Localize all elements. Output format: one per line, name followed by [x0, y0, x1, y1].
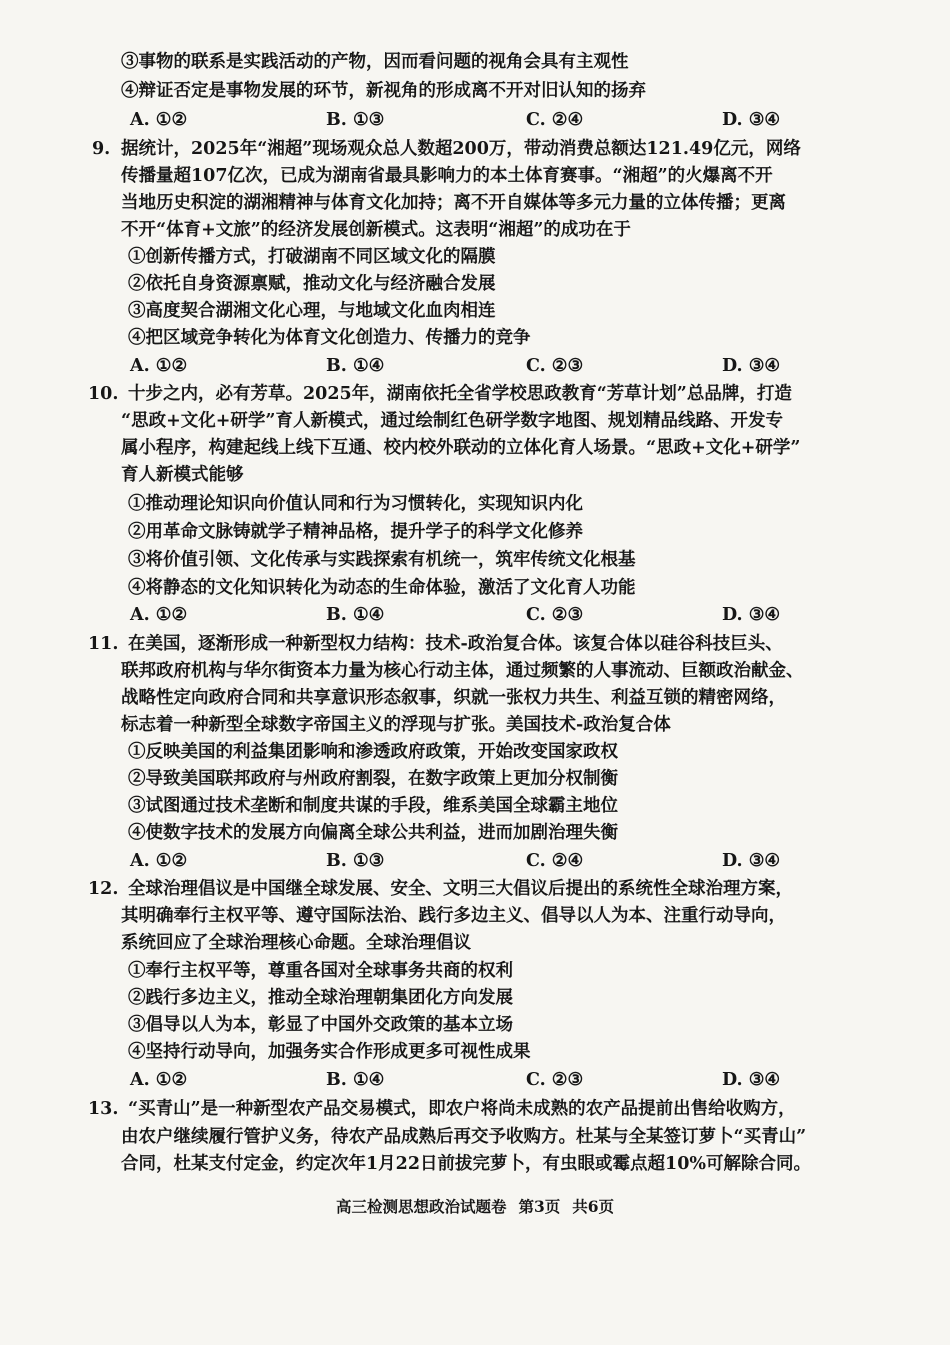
option-b: B. ①③	[326, 110, 385, 130]
option-b: B. ①④	[326, 1070, 385, 1090]
question-stem-line: 标志着一种新型全球数字帝国主义的浮现与扩张。美国技术-政治复合体	[121, 715, 671, 735]
statement-line: ①反映美国的利益集团影响和渗透政府政策，开始改变国家政权	[128, 742, 618, 762]
option-d: D. ③④	[722, 356, 781, 376]
option-b: B. ①③	[326, 851, 385, 871]
question-stem-line: 联邦政府机构与华尔街资本力量为核心行动主体，通过频繁的人事流动、巨额政治献金、	[121, 661, 804, 681]
option-d: D. ③④	[722, 110, 781, 130]
question-stem-line: 其明确奉行主权平等、遵守国际法治、践行多边主义、倡导以人为本、注重行动导向，	[121, 906, 786, 926]
question-stem-line: 战略性定向政府合同和共享意识形态叙事，织就一张权力共生、利益互锁的精密网络，	[121, 688, 786, 708]
statement-line: ④辩证否定是事物发展的环节，新视角的形成离不开对旧认知的扬弃	[121, 81, 646, 101]
statement-line: ④使数字技术的发展方向偏离全球公共利益，进而加剧治理失衡	[128, 823, 618, 843]
question-stem-line: “思政+文化+研学”育人新模式，通过绘制红色研学数字地图、规划精品线路、开发专	[121, 411, 783, 431]
statement-line: ④坚持行动导向，加强务实合作形成更多可视性成果	[128, 1042, 531, 1062]
question-stem-line: 据统计，2025年“湘超”现场观众总人数超200万，带动消费总额达121.49亿元，网络	[121, 139, 801, 159]
option-a: A. ①②	[130, 356, 188, 376]
question-stem-line: 合同，杜某支付定金，约定次年1月22日前拔完萝卜，有虫眼或霉点超10%可解除合同。	[121, 1154, 812, 1174]
statement-line: ③倡导以人为本，彰显了中国外交政策的基本立场	[128, 1015, 513, 1035]
question-stem-line: 育人新模式能够	[121, 465, 244, 485]
statement-line: ④将静态的文化知识转化为动态的生命体验，激活了文化育人功能	[128, 578, 636, 598]
question-number: 12.	[88, 879, 119, 899]
option-c: C. ②③	[526, 605, 584, 625]
question-stem-line: 全球治理倡议是中国继全球发展、安全、文明三大倡议后提出的系统性全球治理方案，	[128, 879, 793, 899]
question-stem-line: 当地历史积淀的湖湘精神与体育文化加持；离不开自媒体等多元力量的立体传播；更离	[121, 193, 786, 213]
question-stem-line: 系统回应了全球治理核心命题。全球治理倡议	[121, 933, 471, 953]
statement-line: ①推动理论知识向价值认同和行为习惯转化，实现知识内化	[128, 494, 583, 514]
option-a: A. ①②	[130, 110, 188, 130]
statement-line: ①奉行主权平等，尊重各国对全球事务共商的权利	[128, 961, 513, 981]
question-number: 9.	[92, 139, 111, 159]
option-a: A. ①②	[130, 851, 188, 871]
question-stem-line: “买青山”是一种新型农产品交易模式，即农户将尚未成熟的农产品提前出售给收购方，	[128, 1099, 796, 1119]
statement-line: ②用革命文脉铸就学子精神品格，提升学子的科学文化修养	[128, 522, 583, 542]
option-d: D. ③④	[722, 851, 781, 871]
statement-line: ②依托自身资源禀赋，推动文化与经济融合发展	[128, 274, 496, 294]
footer-total-pages: 共6页	[572, 1197, 615, 1216]
option-d: D. ③④	[722, 1070, 781, 1090]
option-c: C. ②③	[526, 356, 584, 376]
statement-line: ③高度契合湖湘文化心理，与地域文化血肉相连	[128, 301, 496, 321]
question-number: 13.	[88, 1099, 119, 1119]
option-b: B. ①④	[326, 605, 385, 625]
question-stem-line: 传播量超107亿次，已成为湖南省最具影响力的本土体育赛事。“湘超”的火爆离不开	[121, 166, 773, 186]
statement-line: ④把区域竞争转化为体育文化创造力、传播力的竞争	[128, 328, 531, 348]
option-d: D. ③④	[722, 605, 781, 625]
question-stem-line: 由农户继续履行管护义务，待农产品成熟后再交予收购方。杜某与全某签订萝卜“买青山”	[121, 1127, 807, 1147]
statement-line: ③事物的联系是实践活动的产物，因而看问题的视角会具有主观性	[121, 52, 629, 72]
question-number: 11.	[88, 634, 119, 654]
question-stem-line: 不开“体育+文旅”的经济发展创新模式。这表明“湘超”的成功在于	[121, 220, 631, 240]
question-stem-line: 十步之内，必有芳草。2025年，湖南依托全省学校思政教育“芳草计划”总品牌，打造	[128, 384, 792, 404]
page-footer	[0, 1196, 950, 1218]
question-stem-line: 在美国，逐渐形成一种新型权力结构：技术-政治复合体。该复合体以硅谷科技巨头、	[128, 634, 783, 654]
option-b: B. ①④	[326, 356, 385, 376]
question-number: 10.	[88, 384, 119, 404]
statement-line: ③将价值引领、文化传承与实践探索有机统一，筑牢传统文化根基	[128, 550, 636, 570]
option-c: C. ②③	[526, 1070, 584, 1090]
statement-line: ②践行多边主义，推动全球治理朝集团化方向发展	[128, 988, 513, 1008]
option-c: C. ②④	[526, 851, 584, 871]
option-a: A. ①②	[130, 1070, 188, 1090]
question-stem-line: 属小程序，构建起线上线下互通、校内校外联动的立体化育人场景。“思政+文化+研学”	[121, 438, 801, 458]
footer-page-number: 第3页	[518, 1197, 561, 1216]
option-c: C. ②④	[526, 110, 584, 130]
statement-line: ②导致美国联邦政府与州政府割裂，在数字政策上更加分权制衡	[128, 769, 618, 789]
statement-line: ③试图通过技术垄断和制度共谋的手段，维系美国全球霸主地位	[128, 796, 618, 816]
footer-title: 高三检测思想政治试题卷	[335, 1197, 507, 1216]
option-a: A. ①②	[130, 605, 188, 625]
statement-line: ①创新传播方式，打破湖南不同区域文化的隔膜	[128, 247, 496, 267]
